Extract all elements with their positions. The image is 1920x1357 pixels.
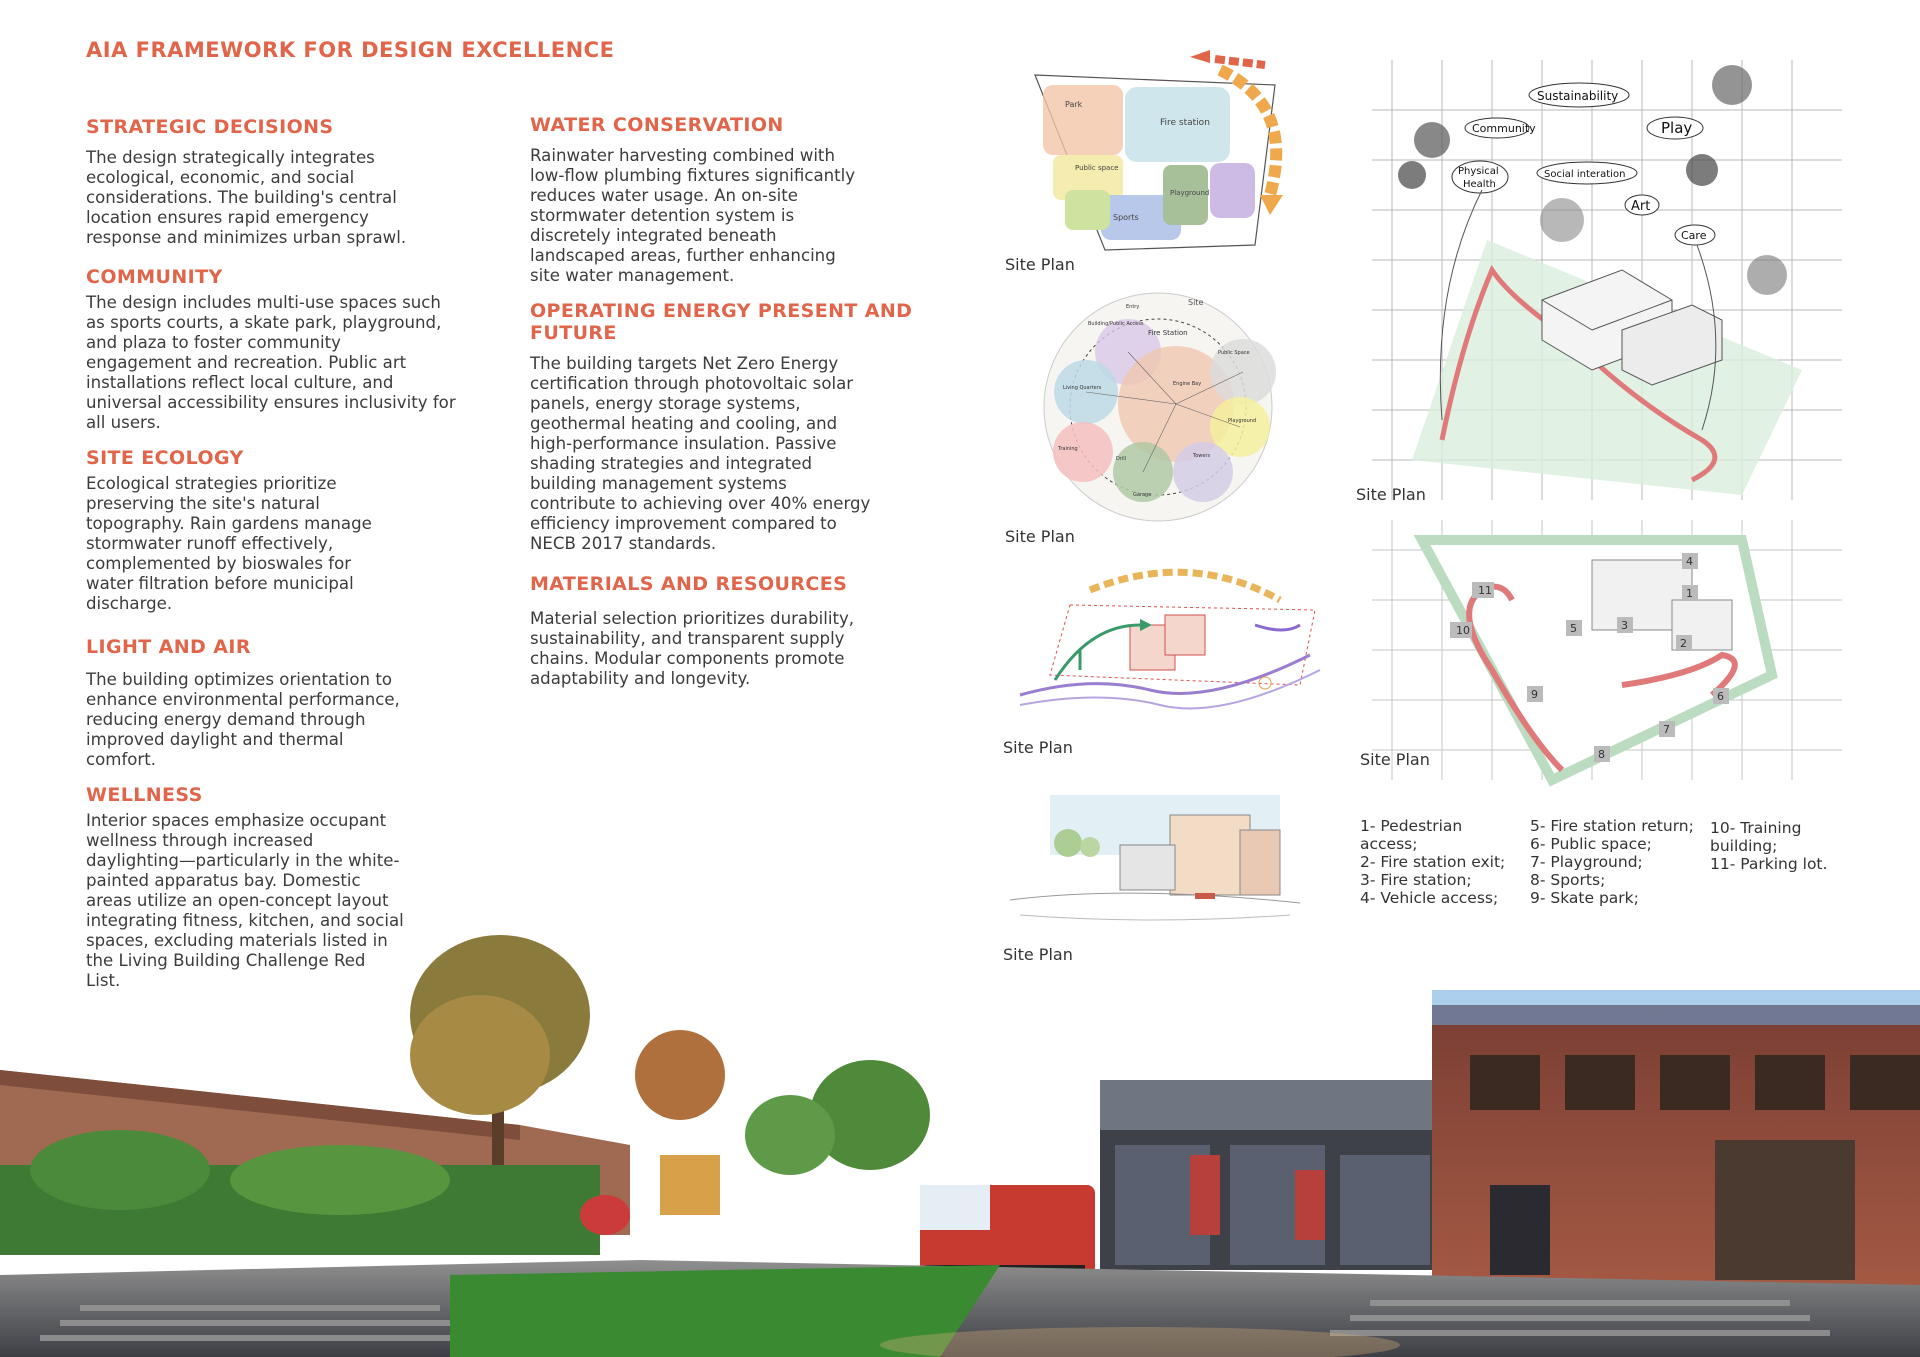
text-line: water filtration before municipal <box>86 574 354 593</box>
text-line: landscaped areas, further enhancing <box>530 246 836 265</box>
plan-number: 4 <box>1686 555 1693 568</box>
text-line: integrating fitness, kitchen, and social <box>86 911 404 930</box>
text-line: location ensures rapid emergency <box>86 208 369 227</box>
text-line: engagement and recreation. Public art <box>86 353 407 372</box>
site-plan-label: Site Plan <box>1003 945 1073 964</box>
legend-item: 9- Skate park; <box>1530 889 1639 907</box>
legend-item: 8- Sports; <box>1530 871 1606 889</box>
plan-number: 5 <box>1570 622 1577 635</box>
numbered-site-plan <box>1372 520 1842 805</box>
text-line: spaces, excluding materials listed in <box>86 931 388 950</box>
bubble-label: Training <box>1058 446 1078 452</box>
text-line: Rainwater harvesting combined with <box>530 146 835 165</box>
legend-item: 1- Pedestrian <box>1360 817 1463 835</box>
text-line: Interior spaces emphasize occupant <box>86 811 387 830</box>
site-plan-label: Site Plan <box>1005 255 1075 274</box>
bubble-label: Towers <box>1193 453 1211 459</box>
section-heading: MATERIALS AND RESOURCES <box>530 573 848 595</box>
section-heading: COMMUNITY <box>86 266 223 288</box>
mindmap-word: Physical <box>1458 166 1499 177</box>
text-line: discharge. <box>86 594 173 613</box>
section-heading: WELLNESS <box>86 784 203 806</box>
section-strategic-decisions <box>86 116 506 248</box>
mindmap-word: Community <box>1472 122 1536 135</box>
legend-column-1 <box>1360 817 1505 907</box>
text-line: The design strategically integrates <box>86 148 375 167</box>
axonometric-mindmap <box>1372 40 1842 510</box>
legend-item: 5- Fire station return; <box>1530 817 1694 835</box>
legend-item: building; <box>1710 837 1778 855</box>
bubble-label: Drill <box>1116 456 1127 462</box>
zoning-label: Playground <box>1170 189 1210 197</box>
text-line: reduces water usage. An on-site <box>530 186 798 205</box>
section-operating-energy <box>530 300 930 554</box>
site-plan-label: Site Plan <box>1360 750 1430 769</box>
legend-item: 2- Fire station exit; <box>1360 853 1506 871</box>
text-line: shading strategies and integrated <box>530 454 813 473</box>
text-line: painted apparatus bay. Domestic <box>86 871 361 890</box>
legend-item: access; <box>1360 835 1418 853</box>
text-line: building management systems <box>530 474 787 493</box>
text-line: chains. Modular components promote <box>530 649 845 668</box>
text-line: certification through photovoltaic solar <box>530 374 854 393</box>
section-body <box>86 670 506 770</box>
bubble-diagram <box>1028 292 1288 522</box>
mindmap-word: Play <box>1661 119 1693 137</box>
text-line: installations reflect local culture, and <box>86 373 394 392</box>
text-line: improved daylight and thermal <box>86 730 344 749</box>
section-heading: SITE ECOLOGY <box>86 447 244 469</box>
text-line: response and minimizes urban sprawl. <box>86 228 407 247</box>
text-line: preserving the site's natural <box>86 494 320 513</box>
section-heading: WATER CONSERVATION <box>530 114 784 136</box>
text-line: efficiency improvement compared to <box>530 514 837 533</box>
text-line: panels, energy storage systems, <box>530 394 801 413</box>
legend-item: 4- Vehicle access; <box>1360 889 1499 907</box>
text-line: and plaza to foster community <box>86 333 341 352</box>
bubble-label: Fire Station <box>1148 329 1188 337</box>
zoning-label: Sports <box>1113 213 1139 222</box>
text-line: all users. <box>86 413 161 432</box>
text-line: areas utilize an open-concept layout <box>86 891 389 910</box>
section-body <box>86 148 506 248</box>
text-line: comfort. <box>86 750 157 769</box>
plan-number: 7 <box>1663 723 1670 736</box>
plan-number: 8 <box>1598 748 1605 761</box>
text-line: List. <box>86 971 121 990</box>
text-line: discretely integrated beneath <box>530 226 777 245</box>
site-plan-label: Site Plan <box>1356 485 1426 504</box>
climate-diagram <box>1010 555 1330 740</box>
text-line: topography. Rain gardens manage <box>86 514 372 533</box>
bubble-label: Living Quarters <box>1063 385 1102 391</box>
section-heading <box>530 300 930 344</box>
plan-number: 11 <box>1478 584 1492 597</box>
text-line: The building targets Net Zero Energy <box>530 354 839 373</box>
legend-item: 3- Fire station; <box>1360 871 1472 889</box>
bubble-label: Garage <box>1133 492 1152 498</box>
section-body <box>530 146 930 286</box>
text-line: NECB 2017 standards. <box>530 534 717 553</box>
zoning-label: Park <box>1065 100 1083 109</box>
plan-number: 9 <box>1531 688 1538 701</box>
text-line: high-performance insulation. Passive <box>530 434 837 453</box>
heading-line: OPERATING ENERGY PRESENT AND <box>530 300 913 322</box>
heading-line: FUTURE <box>530 322 617 344</box>
text-line: stormwater detention system is <box>530 206 795 225</box>
zoning-diagram <box>1005 45 1305 260</box>
text-line: Ecological strategies prioritize <box>86 474 337 493</box>
legend-column-2 <box>1530 817 1694 907</box>
text-line: low-flow plumbing fixtures significantly <box>530 166 856 185</box>
legend-item: 6- Public space; <box>1530 835 1652 853</box>
plan-number: 2 <box>1680 637 1687 650</box>
section-heading: STRATEGIC DECISIONS <box>86 116 334 138</box>
text-line: universal accessibility ensures inclusivity for <box>86 393 456 412</box>
section-light-and-air <box>86 636 506 770</box>
text-line: the Living Building Challenge Red <box>86 951 366 970</box>
zoning-label: Public space <box>1075 164 1119 172</box>
street-rendering <box>0 905 1920 1357</box>
text-line: reducing energy demand through <box>86 710 366 729</box>
mindmap-word: Health <box>1463 179 1496 190</box>
text-line: sustainability, and transparent supply <box>530 629 845 648</box>
text-line: The design includes multi-use spaces such <box>86 293 441 312</box>
legend-item: 7- Playground; <box>1530 853 1643 871</box>
bubble-label: Building/Public Access <box>1088 321 1144 327</box>
plan-number: 1 <box>1686 587 1693 600</box>
legend-item: 11- Parking lot. <box>1710 855 1828 873</box>
text-line: stormwater runoff effectively, <box>86 534 334 553</box>
text-line: Material selection prioritizes durability, <box>530 609 855 628</box>
section-materials-resources <box>530 573 930 689</box>
mindmap-word: Care <box>1681 229 1707 242</box>
section-body <box>86 474 506 614</box>
mindmap-word: Sustainability <box>1537 89 1619 103</box>
text-line: contribute to achieving over 40% energy <box>530 494 871 513</box>
bubble-label: Engine Bay <box>1173 381 1202 387</box>
plan-number: 10 <box>1456 624 1470 637</box>
bubble-label: Entry <box>1126 304 1140 310</box>
bubble-label: Site <box>1188 298 1204 307</box>
section-body <box>86 293 506 433</box>
bubble-label: Playground <box>1228 418 1257 424</box>
text-line: as sports courts, a skate park, playground, <box>86 313 442 332</box>
mindmap-word: Art <box>1631 199 1651 214</box>
section-heading: LIGHT AND AIR <box>86 636 251 658</box>
section-water-conservation <box>530 114 930 286</box>
site-plan-label: Site Plan <box>1003 738 1073 757</box>
text-line: daylighting—particularly in the white- <box>86 851 400 870</box>
section-community <box>86 266 506 433</box>
text-line: wellness through increased <box>86 831 314 850</box>
bubble-label: Public Space <box>1218 350 1250 356</box>
text-line: enhance environmental performance, <box>86 690 400 709</box>
text-line: ecological, economic, and social <box>86 168 355 187</box>
text-line: adaptability and longevity. <box>530 669 751 688</box>
plan-number: 3 <box>1621 619 1628 632</box>
legend-column-3 <box>1710 819 1827 873</box>
page-title: AIA FRAMEWORK FOR DESIGN EXCELLENCE <box>86 38 615 62</box>
section-site-ecology <box>86 447 506 614</box>
text-line: The building optimizes orientation to <box>86 670 392 689</box>
site-plan-label: Site Plan <box>1005 527 1075 546</box>
mindmap-word: Social interation <box>1544 169 1626 180</box>
section-body <box>530 609 930 689</box>
text-line: complemented by bioswales for <box>86 554 352 573</box>
section-body <box>530 354 930 554</box>
text-line: geothermal heating and cooling, and <box>530 414 838 433</box>
zoning-label: Fire station <box>1160 118 1210 128</box>
plan-number: 6 <box>1717 690 1724 703</box>
text-line: site water management. <box>530 266 735 285</box>
text-line: considerations. The building's central <box>86 188 397 207</box>
legend-item: 10- Training <box>1710 819 1802 837</box>
